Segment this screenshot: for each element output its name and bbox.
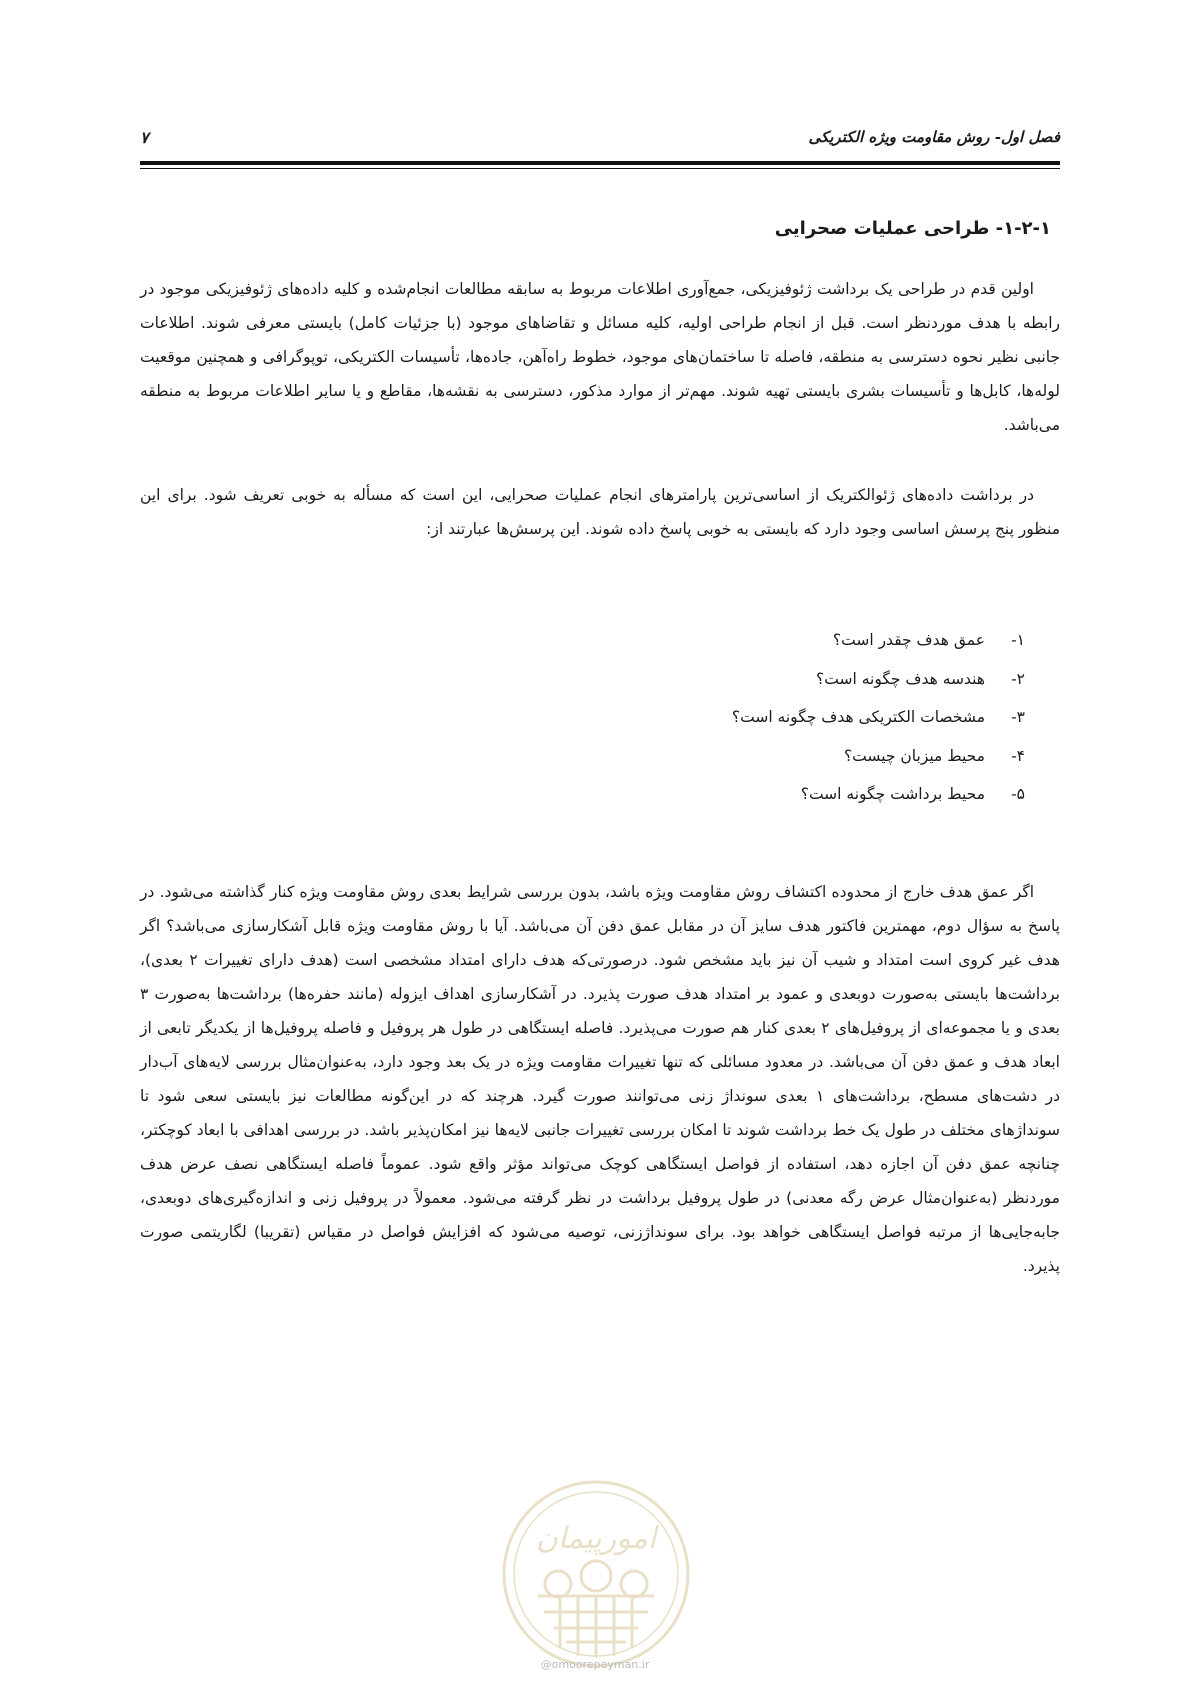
paragraph-3 [140,875,1060,1283]
paragraph-text: در برداشت داده‌های ژئوالکتریک از اساسی‌ترین پارامترهای انجام عملیات صحرایی، این است که مسأله به خوبی تعریف شود. برای این منظور پنج پرسش اساسی وجود دارد که بایستی به خوبی پاسخ داده شوند. این پرسش‌ها عبارتند از: [140,486,1060,538]
list-item [651,775,1051,814]
list-number: ۱- [1011,631,1025,649]
header-rule-thick [140,161,1060,165]
chapter-title: فصل اول- روش مقاومت ویژه الکتریکی [808,128,1060,146]
page-header [140,128,1060,152]
list-text: محیط برداشت چگونه است؟ [800,785,985,803]
paragraph-text: اگر عمق هدف خارج از محدوده اکتشاف روش مقاومت ویژه باشد، بدون بررسی شرایط بعدی روش مقاومت ویژه کنار گذاشته می‌شود. در پاسخ به سؤال دوم، مهمترین فاکتور هدف سایز آن در مقابل عمق دفن آن می‌باشد. آیا با روش مقاومت ویژه قابل آشکارسازی می‌باشد؟ اگر هدف غیر کروی است امتداد و شیب آن نیز باید مشخص شود. درصورتی‌که هدف دارای امتداد مشخصی است (هدف دارای تغییرات ۲ بعدی)، برداشت‌ها بایستی به‌صورت دوبعدی و عمود بر امتداد هدف صورت پذیرد. در آشکارسازی اهداف ایزوله (مانند حفره‌ها) برداشت‌ها به‌صورت ۳ بعدی و یا مجموعه‌ای از پروفیل‌های ۲ بعدی کنار هم صورت می‌پذیرد. فاصله ایستگاهی در طول هر پروفیل و فاصله پروفیل‌ها از یکدیگر تابعی از ابعاد هدف و عمق دفن آن می‌باشد. در معدود مسائلی که تنها تغییرات مقاومت ویژه در یک بعد وجود دارد، به‌عنوان‌مثال بررسی لایه‌های آب‌دار در دشت‌های مسطح، برداشت‌های ۱ بعدی سونداژ زنی می‌توانند صورت گیرد. هرچند که در این‌گونه مطالعات نیز بایستی سعی شود تا سونداژهای مختلف در طول یک خط برداشت شوند تا امکان بررسی تغییرات جانبی لایه‌ها نیز امکان‌پذیر باشد. در بررسی اهدافی با ابعاد کوچکتر، چنانچه عمق دفن آن اجازه دهد، استفاده از فواصل ایستگاهی کوچک می‌تواند مؤثر واقع شود. عموماً فاصله ایستگاهی نصف عرض هدف موردنظر (به‌عنوان‌مثال عرض رگه معدنی) در طول پروفیل برداشت در نظر گرفته می‌شود. معمولاً در پروفیل زنی و اندازه‌گیری‌های دوبعدی، جابه‌جایی‌ها از مرتبه فواصل ایستگاهی خواهد بود. برای سونداژزنی، توصیه می‌شود که افزایش فواصل در مقیاس (تقریبا) لگاریتمی صورت پذیرد. [140,883,1060,1275]
list-item [651,660,1051,699]
section-heading: ۱-۲-۱- طراحی عملیات صحرایی [774,218,1051,239]
list-number: ۲- [1011,669,1025,688]
list-item [651,621,1051,660]
list-item [651,737,1051,776]
watermark-site-url: @omoorepeyman.ir [540,1658,650,1671]
paragraph-1 [140,272,1060,442]
list-text: محیط میزبان چیست؟ [843,746,985,765]
paragraph-text: اولین قدم در طراحی یک برداشت ژئوفیزیکی، جمع‌آوری اطلاعات مربوط به سابقه مطالعات انجام‌شده و کلیه داده‌های ژئوفیزیکی موجود در رابطه با هدف موردنظر است. قبل از انجام طراحی اولیه، کلیه مسائل و تقاضاهای موجود (با جزئیات کامل) بایستی معرفی شوند. اطلاعات جانبی نظیر نحوه دسترسی به منطقه، فاصله تا ساختمان‌های موجود، خطوط راه‌آهن، جاده‌ها، تأسیسات الکتریکی، توپوگرافی و همچنین موقعیت لوله‌ها، کابل‌ها و تأسیسات بشری بایستی تهیه شوند. مهم‌تر از موارد مذکور، دسترسی به نقشه‌ها، مقاطع و یا سایر اطلاعات مربوط به منطقه می‌باشد. [140,280,1060,434]
list-text: هندسه هدف چگونه است؟ [816,669,985,688]
list-number: ۴- [1011,746,1025,765]
list-text: عمق هدف چقدر است؟ [832,631,985,649]
list-item [651,698,1051,737]
list-text: مشخصات الکتریکی هدف چگونه است؟ [731,708,985,726]
list-number: ۳- [1011,708,1025,726]
paragraph-2 [140,478,1060,546]
watermark-seal-icon [498,1476,694,1672]
header-rule-thin [140,168,1060,169]
list-number: ۵- [1011,785,1025,803]
watermark-logo-text: امورپیمان [535,1521,657,1556]
page-number: ۷ [140,128,149,147]
question-list [651,621,1051,814]
